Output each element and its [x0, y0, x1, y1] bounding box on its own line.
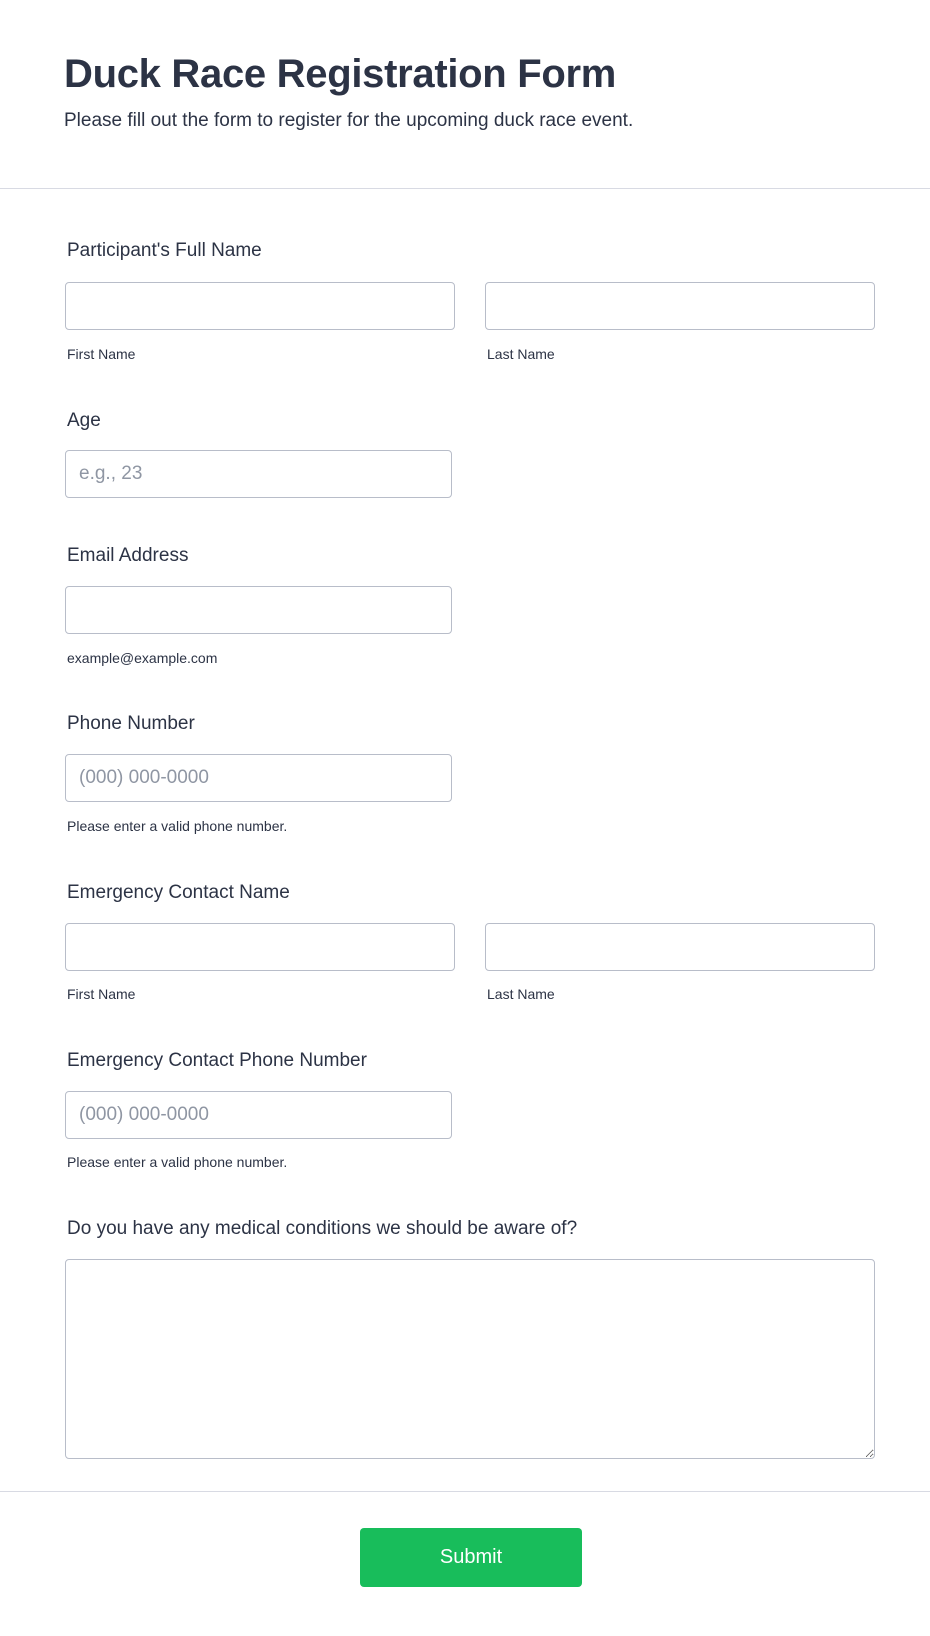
phone-label: Phone Number [67, 713, 195, 734]
age-input[interactable] [65, 450, 452, 498]
emergency-last-name-input[interactable] [485, 923, 875, 971]
participant-last-name-input[interactable] [485, 282, 875, 330]
header-divider [0, 188, 930, 189]
page-title: Duck Race Registration Form [64, 52, 617, 96]
email-input[interactable] [65, 586, 452, 634]
last-name-sublabel: Last Name [487, 346, 555, 362]
participant-first-name-input[interactable] [65, 282, 455, 330]
phone-input[interactable] [65, 754, 452, 802]
submit-button[interactable]: Submit [360, 1528, 582, 1587]
medical-label: Do you have any medical conditions we should be aware of? [67, 1218, 578, 1239]
participant-name-label: Participant's Full Name [67, 240, 262, 261]
email-label: Email Address [67, 545, 189, 566]
phone-sublabel: Please enter a valid phone number. [67, 818, 288, 834]
emergency-phone-input[interactable] [65, 1091, 452, 1139]
emergency-phone-sublabel: Please enter a valid phone number. [67, 1154, 288, 1170]
emergency-first-name-sublabel: First Name [67, 986, 136, 1002]
age-label: Age [67, 410, 101, 431]
emergency-name-label: Emergency Contact Name [67, 882, 290, 903]
emergency-first-name-input[interactable] [65, 923, 455, 971]
first-name-sublabel: First Name [67, 346, 136, 362]
medical-conditions-textarea[interactable] [65, 1259, 875, 1459]
page-subtitle: Please fill out the form to register for the upcoming duck race event. [64, 110, 634, 131]
footer-divider [0, 1491, 930, 1492]
emergency-last-name-sublabel: Last Name [487, 986, 555, 1002]
email-sublabel: example@example.com [67, 650, 218, 666]
emergency-phone-label: Emergency Contact Phone Number [67, 1050, 367, 1071]
